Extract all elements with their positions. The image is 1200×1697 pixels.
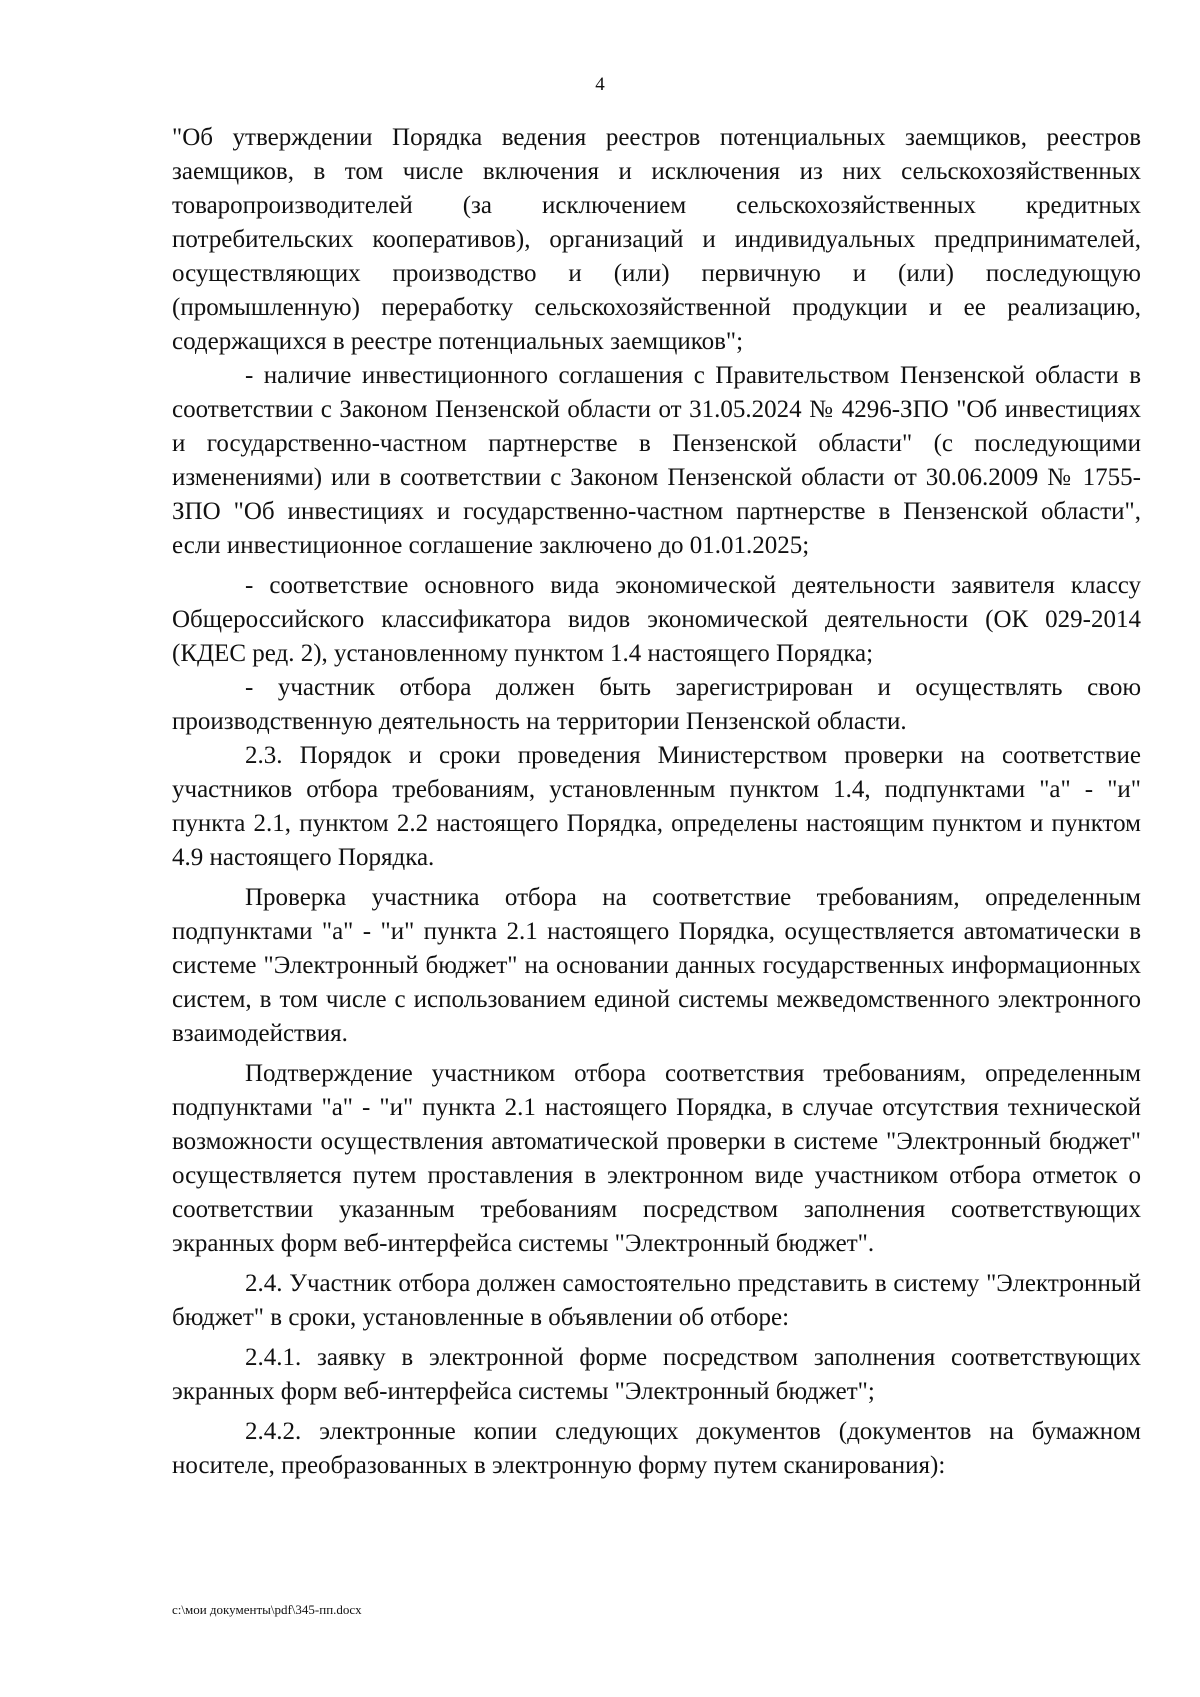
- paragraph-clause-2-4-1: 2.4.1. заявку в электронной форме посредством заполнения соответствующих экранных форм веб-интерфейса системы "Электронный бюджет";: [172, 1344, 1141, 1405]
- footer-file-path: c:\мои документы\pdf\345-пп.docx: [172, 1602, 362, 1617]
- paragraph-investment-agreement: - наличие инвестиционного соглашения с Правительством Пензенской области в соответствии с Законом Пензенской области от 31.05.2024 № 4296-ЗПО "Об инвестициях и государственно-частном партнерстве в Пензенской области" (с последующими изменениями) или в соответствии с Законом Пензенской области от 30.06.2009 № 1755-ЗПО "Об инвестициях и государственно-частном партнерстве в Пензенской области", если инвестиционное соглашение заключено до 01.01.2025;: [172, 362, 1141, 559]
- paragraph-clause-2-4-2: 2.4.2. электронные копии следующих документов (документов на бумажном носителе, преобразованных в электронную форму путем сканирования):: [172, 1418, 1141, 1479]
- paragraph-clause-2-4: 2.4. Участник отбора должен самостоятельно представить в систему "Электронный бюджет" в сроки, установленные в объявлении об отборе:: [172, 1270, 1141, 1331]
- paragraph-registration-territory: - участник отбора должен быть зарегистрирован и осуществлять свою производственную деятельность на территории Пензенской области.: [172, 674, 1141, 735]
- paragraph-clause-2-3: 2.3. Порядок и сроки проведения Министерством проверки на соответствие участников отбора требованиям, установленным пунктом 1.4, подпунктами "а" - "и" пункта 2.1, пунктом 2.2 настоящего Порядка, определены настоящим пунктом и пунктом 4.9 настоящего Порядка.: [172, 742, 1141, 871]
- page-number: 4: [595, 74, 605, 95]
- paragraph-automatic-check: Проверка участника отбора на соответствие требованиям, определенным подпунктами "а" - "и" пункта 2.1 настоящего Порядка, осуществляется автоматически в системе "Электронный бюджет" на основании данных государственных информационных систем, в том числе с использованием единой системы межведомственного электронного взаимодействия.: [172, 884, 1141, 1047]
- paragraph-decree-title-continuation: "Об утверждении Порядка ведения реестров потенциальных заемщиков, реестров заемщиков, в том числе включения и исключения из них сельскохозяйственных товаропроизводителей (за исключением сельскохозяйственных кредитных потребительских кооперативов), организаций и индивидуальных предпринимателей, осуществляющих производство и (или) первичную и (или) последующую (промышленную) переработку сельскохозяйственной продукции и ее реализацию, содержащихся в реестре потенциальных заемщиков";: [172, 124, 1141, 355]
- paragraph-manual-confirmation: Подтверждение участником отбора соответствия требованиям, определенным подпунктами "а" - "и" пункта 2.1 настоящего Порядка, в случае отсутствия технической возможности осуществления автоматической проверки в системе "Электронный бюджет" осуществляется путем проставления в электронном виде участником отбора отметок о соответствии указанным требованиям посредством заполнения соответствующих экранных форм веб-интерфейса системы "Электронный бюджет".: [172, 1060, 1141, 1257]
- document-body: [172, 121, 1141, 1483]
- paragraph-okved-class: - соответствие основного вида экономической деятельности заявителя классу Общероссийского классификатора видов экономической деятельности (ОК 029-2014 (КДЕС ред. 2), установленному пунктом 1.4 настоящего Порядка;: [172, 572, 1141, 667]
